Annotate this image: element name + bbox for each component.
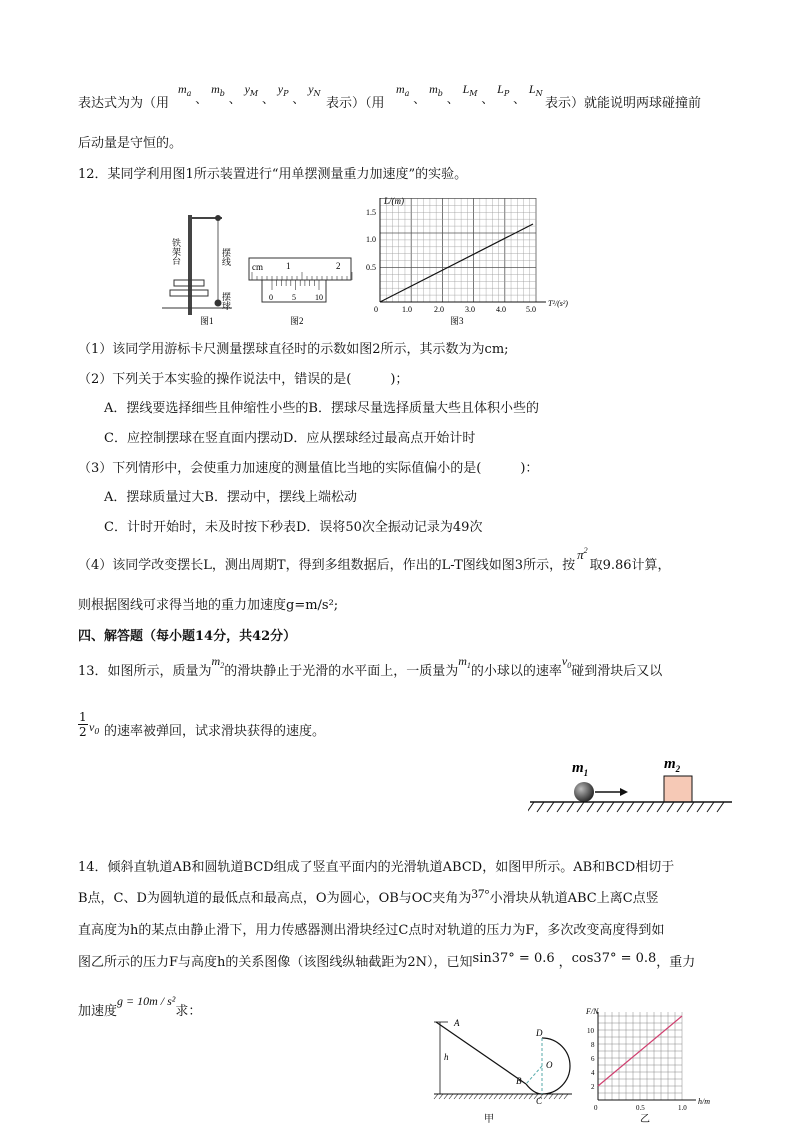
hatch (717, 802, 724, 812)
text: 后动量是守恒的。 (78, 136, 183, 151)
arrow-head-icon (620, 788, 628, 796)
m: m (211, 654, 221, 668)
hatch (564, 1094, 568, 1099)
var: m (178, 82, 187, 96)
q14-line3: 直高度为h的某点由静止滑下，用力传感器测出滑块经过C点时对轨道的压力为F，多次改变高度得到如 (78, 923, 665, 938)
fig-jia-label: 甲 (484, 1114, 494, 1125)
v: v (89, 720, 95, 734)
sep: 、 (513, 92, 526, 106)
angle: 37° (471, 886, 490, 901)
q12-part3-options-ab: A．摆球质量过大B．摆动中，摆线上端松动 (104, 490, 357, 505)
ball-m1 (574, 782, 594, 802)
text: 的小球以的速率 (470, 664, 562, 679)
sep: 、 (292, 92, 305, 106)
hatch (529, 1094, 533, 1099)
var: m (211, 82, 220, 96)
vernier-tick-label: 5 (292, 293, 296, 302)
v: v (561, 654, 568, 668)
v0-symbol (562, 654, 571, 668)
text: 碰到滑块后又以 (571, 664, 663, 679)
vernier-tick-label: 10 (315, 293, 323, 302)
label-O: O (546, 1060, 553, 1070)
y-tick: 0.5 (366, 263, 376, 272)
var: L (462, 82, 470, 96)
q13-line1 (78, 654, 663, 680)
hatch (554, 1094, 558, 1099)
fig2-vernier-caliper (248, 250, 353, 328)
text: 13．如图所示，质量为 (78, 664, 212, 679)
sin-value: sin37° = 0.6 (472, 951, 555, 966)
sep: 、 (446, 92, 459, 106)
section-heading: 四、解答题（每小题14分，共42分） (78, 629, 297, 644)
expression-line-1 (78, 84, 169, 114)
q12-stem: 12．某同学利用图1所示装置进行“用单摆测量重力加速度”的实验。 (78, 167, 468, 182)
x-tick: 1.0 (402, 305, 412, 314)
main-ticks (252, 272, 352, 280)
hatch (474, 1094, 478, 1099)
hatch (617, 802, 624, 812)
hatch (494, 1094, 498, 1099)
var: y (244, 82, 250, 96)
text: 表示）就能说明两球碰撞前 (545, 96, 702, 111)
label-A: A (454, 1018, 460, 1028)
var: m (429, 82, 438, 96)
q14-line2 (78, 887, 659, 906)
ground-hatch (528, 802, 724, 812)
text: 求： (175, 1004, 202, 1019)
sub: 2 (220, 661, 225, 670)
thread-label: 摆线 (221, 248, 231, 266)
m2-symbol (212, 654, 225, 668)
y-axis-label: F/N (586, 1008, 599, 1016)
hatch (449, 1094, 453, 1099)
sub: 0 (94, 727, 100, 736)
cos-value: cos37° = 0.8 (571, 951, 657, 966)
sep: 、 (261, 92, 274, 106)
sub: M (469, 89, 478, 98)
text: 图乙所示的压力F与高度h的关系图像（该图线纵轴截距为2N），已知 (78, 955, 473, 970)
fig-yi-label: 乙 (640, 1114, 650, 1125)
q12-part3: （3）下列情形中，会使重力加速度的测量值比当地的实际值偏小的是( )： (78, 461, 539, 476)
fig3-L-T2-graph (358, 194, 588, 328)
y-tick: 10 (587, 1027, 594, 1035)
data-line (380, 224, 533, 302)
sub: M (249, 89, 259, 98)
hatch (444, 1094, 448, 1099)
q12-part2-options-ab: A．摆线要选择细些且伸缩性小些的B．摆球尽量选择质量大些且体积小些的 (104, 401, 539, 416)
q14-line4: 图乙所示的压力F与高度h的关系图像（该图线纵轴截距为2N），已知sin37° = 0.6 ，cos37° = 0.8，重力 (78, 951, 696, 970)
vernier-tick-label: 0 (269, 293, 273, 302)
block-m2 (664, 776, 692, 802)
hatch (559, 1094, 563, 1099)
hatch (434, 1094, 438, 1099)
grid (380, 198, 536, 302)
stand-pole (188, 215, 192, 315)
fig2-label: 图2 (290, 316, 304, 326)
hatch (489, 1094, 493, 1099)
hatch (567, 802, 574, 812)
hatch (499, 1094, 503, 1099)
hatch (439, 1094, 443, 1099)
hatch (479, 1094, 483, 1099)
ground-hatch (434, 1094, 568, 1099)
x-tick: 5.0 (526, 305, 536, 314)
y-tick: 6 (591, 1055, 595, 1063)
m1-label: $m_1$ (572, 760, 589, 778)
x-tick: 2.0 (434, 305, 444, 314)
y-tick: 1.5 (366, 208, 376, 217)
sep: 、 (228, 92, 241, 106)
hatch (557, 802, 564, 812)
q14-line1: 14．倾斜直轨道AB和圆轨道BCD组成了竖直平面内的光滑轨道ABCD，如图甲所示。AB和BCD相切于 (78, 860, 675, 875)
sep: 、 (413, 92, 426, 106)
m1-symbol (458, 654, 471, 668)
hatch (504, 1094, 508, 1099)
sub: b (219, 89, 225, 98)
hatch (697, 802, 704, 812)
m: m (458, 654, 467, 668)
sub: N (313, 89, 321, 98)
q12-part1: （1）该同学用游标卡尺测量摆球直径时的示数如图2所示，其示数为为cm; (78, 342, 509, 357)
text: 的滑块静止于光滑的水平面上，一质量为 (224, 664, 459, 679)
fig-yi-F-h-graph (584, 1008, 734, 1132)
q13-v0-inline (89, 720, 99, 736)
fig-jia-track (424, 1018, 596, 1128)
hatch (524, 1094, 528, 1099)
text: B点，C、D为圆轨道的最低点和最高点，O为圆心，OB与OC夹角为 (78, 891, 472, 906)
hatch (549, 1094, 553, 1099)
hatch (459, 1094, 463, 1099)
hatch (469, 1094, 473, 1099)
pi: π (577, 547, 584, 562)
fig1-pendulum-apparatus (162, 208, 242, 328)
text: 表达式为为（用 (78, 96, 170, 111)
sep: 、 (481, 92, 494, 106)
radius-OB (526, 1066, 542, 1084)
vernier-ticks (272, 280, 319, 290)
denominator: 2 (79, 725, 87, 739)
arc-BC (526, 1084, 542, 1094)
ball-label: 摆球 (221, 292, 231, 310)
sub: 0 (567, 661, 572, 670)
sep: 、 (195, 92, 208, 106)
sub: P (283, 89, 289, 98)
grid (598, 1012, 682, 1100)
label-C: C (536, 1096, 543, 1106)
hatch (509, 1094, 513, 1099)
text: 加速度 (78, 1004, 118, 1019)
hatch (519, 1094, 523, 1099)
hatch (597, 802, 604, 812)
hatch (587, 802, 594, 812)
hatch (647, 802, 654, 812)
var: L (528, 82, 536, 96)
main-tick-label: 1 (286, 261, 291, 271)
var: y (308, 82, 314, 96)
hatch (677, 802, 684, 812)
hatch (484, 1094, 488, 1099)
q12-part2: （2）下列关于本实验的操作说法中，错误的是( )； (78, 372, 409, 387)
hatch (464, 1094, 468, 1099)
fig3-label: 图3 (450, 316, 464, 326)
hatch (627, 802, 634, 812)
q13-fraction (78, 710, 88, 739)
q13-line2: 的速率被弹回，试求滑块获得的速度。 (104, 724, 326, 739)
hatch (607, 802, 614, 812)
var: L (497, 82, 504, 96)
var: m (396, 82, 405, 96)
incline-AB (436, 1022, 526, 1084)
q12-part2-options-cd: C．应控制摆球在竖直面内摆动D．应从摆球经过最高点开始计时 (104, 431, 476, 446)
hatch (667, 802, 674, 812)
pi-symbol: $\pi^2$ (577, 546, 588, 562)
label-B: B (516, 1076, 522, 1086)
x-axis-label: h/m (698, 1097, 710, 1106)
var: y (277, 82, 284, 96)
origin: 0 (594, 1104, 598, 1112)
sub: a (186, 89, 192, 98)
x-axis-label: T²/(s²) (548, 299, 568, 308)
var-group-2 (396, 80, 543, 106)
sub: N (535, 89, 543, 98)
numerator: 1 (79, 710, 87, 724)
text: ，重力 (656, 955, 696, 970)
text: （4）该同学改变摆长L，测出周期T，得到多组数据后，作出的L-T图线如图3所示，按 (78, 558, 576, 573)
hatch (528, 802, 534, 812)
m2-label: $m_2$ (664, 756, 681, 774)
y-tick: 8 (591, 1041, 595, 1049)
hatch (537, 802, 544, 812)
sub: P (503, 89, 510, 98)
g-value: g = 10m / s² (117, 994, 176, 1008)
y-tick: 4 (591, 1069, 595, 1077)
sub: b (437, 89, 443, 98)
q12-part3-options-cd: C．计时开始时，未及时按下秒表D．误将50次全振动记录为49次 (104, 520, 483, 535)
q12-part4-line2: 则根据图线可求得当地的重力加速度g=m/s²; (78, 598, 339, 613)
sub: a (404, 89, 410, 98)
unit-label: cm (252, 262, 263, 272)
y-tick: 1.0 (366, 235, 376, 244)
y-axis-label: L/(m) (384, 196, 404, 206)
q14-line5 (78, 994, 202, 1019)
main-tick-label: 2 (336, 261, 341, 271)
label-D: D (536, 1028, 543, 1038)
var-group-1 (178, 80, 321, 106)
y-tick: 2 (591, 1083, 595, 1091)
x-tick: 4.0 (496, 305, 506, 314)
hatch (577, 802, 584, 812)
x-tick: 1.0 (678, 1104, 687, 1112)
text: 小滑块从轨道ABC上离C点竖 (489, 891, 659, 906)
fig1-label: 图1 (200, 316, 214, 326)
hatch (544, 1094, 548, 1099)
label-h: h (444, 1052, 449, 1062)
q12-part4-line1 (78, 546, 671, 573)
q13-collision-figure (528, 752, 734, 818)
x-tick: 0.5 (636, 1104, 645, 1112)
hatch (687, 802, 694, 812)
text: 表示）（用 (326, 96, 385, 111)
hatch (514, 1094, 518, 1099)
x-tick: 3.0 (465, 305, 475, 314)
hatch (657, 802, 664, 812)
hatch (454, 1094, 458, 1099)
hatch (547, 802, 554, 812)
sub: 1 (466, 661, 471, 670)
hatch (637, 802, 644, 812)
text: 取9.86计算， (589, 558, 671, 573)
stand-label: 铁架台 (171, 238, 181, 265)
origin: 0 (374, 305, 378, 314)
hatch (707, 802, 714, 812)
